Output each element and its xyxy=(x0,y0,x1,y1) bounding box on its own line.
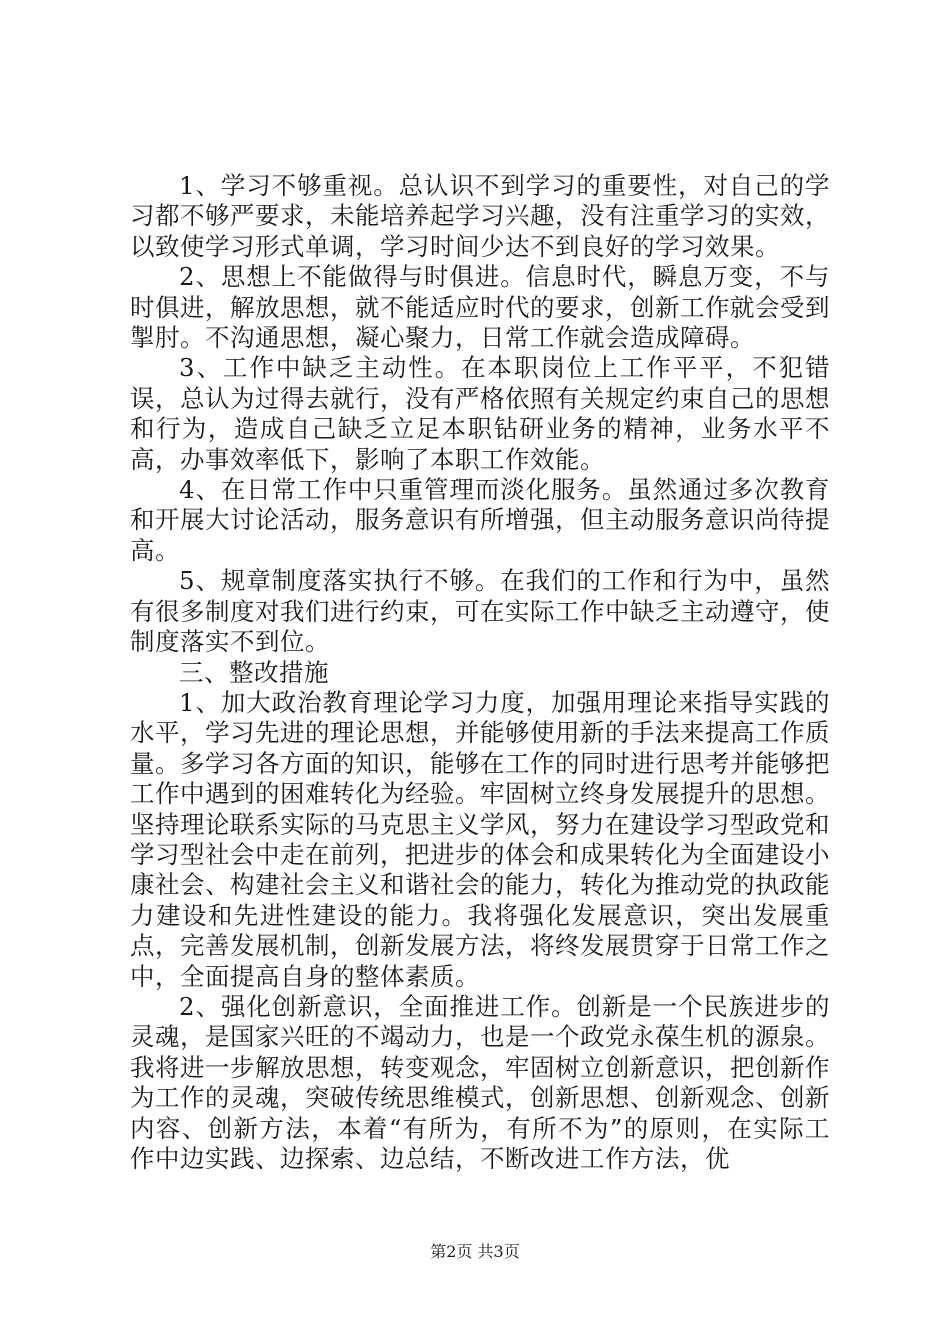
problem-paragraph-4: 4、在日常工作中只重管理而淡化服务。虽然通过多次教育和开展大讨论活动，服务意识有所增强，但主动服务意识尚待提高。 xyxy=(130,475,830,565)
section-heading: 三、整改措施 xyxy=(179,657,329,687)
measure-paragraph-1: 1、加大政治教育理论学习力度，加强用理论来指导实践的水平，学习先进的理论思想，并能够使用新的手法来提高工作质量。多学习各方面的知识，能够在工作的同时进行思考并能够把工作中遇到的困难转化为经验。牢固树立终身发展提升的思想。坚持理论联系实际的马克思主义学风，努力在建设学习型政党和学习型社会中走在前列，把进步的体会和成果转化为全面建设小康社会、构建社会主义和谐社会的能力，转化为推动党的执政能力建设和先进性建设的能力。我将强化发展意识，突出发展重点，完善发展机制，创新发展方法，将终发展贯穿于日常工作之中，全面提高自身的整体素质。 xyxy=(130,687,830,991)
problem-paragraph-3: 3、工作中缺乏主动性。在本职岗位上工作平平，不犯错误，总认为过得去就行，没有严格依照有关规定约束自己的思想和行为，造成自己缺乏立足本职钻研业务的精神，业务水平不高，办事效率低下，影响了本职工作效能。 xyxy=(130,353,830,474)
problem-paragraph-5: 5、规章制度落实执行不够。在我们的工作和行为中，虽然有很多制度对我们进行约束，可在实际工作中缺乏主动遵守，使制度落实不到位。 xyxy=(130,566,830,657)
page-footer: 第2页 共3页 xyxy=(430,1242,520,1261)
problem-paragraph-1: 1、学习不够重视。总认识不到学习的重要性，对自己的学习都不够严要求，未能培养起学习兴趣，没有注重学习的实效，以致使学习形式单调，学习时间少达不到良好的学习效果。 xyxy=(130,171,830,261)
measure-paragraph-2: 2、强化创新意识，全面推进工作。创新是一个民族进步的灵魂，是国家兴旺的不竭动力，也是一个政党永葆生机的源泉。我将进一步解放思想，转变观念，牢固树立创新意识，把创新作为工作的灵魂，突破传统思维模式，创新思想、创新观念、创新内容、创新方法，本着“有所为，有所不为”的原则，在实际工作中边实践、边探索、边总结，不断改进工作方法，优 xyxy=(130,991,830,1173)
document-body xyxy=(130,171,830,1174)
problem-paragraph-2: 2、思想上不能做得与时俱进。信息时代，瞬息万变，不与时俱进，解放思想，就不能适应时代的要求，创新工作就会受到掣肘。不沟通思想，凝心聚力，日常工作就会造成障碍。 xyxy=(130,262,830,353)
